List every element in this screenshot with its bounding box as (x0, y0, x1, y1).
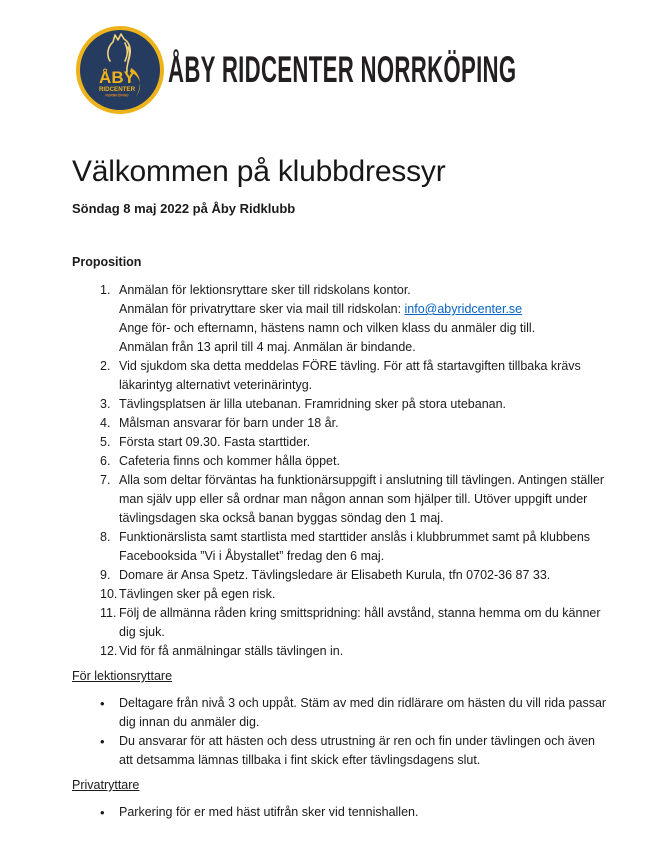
logo-text-ridcenter: RIDCENTER (98, 86, 136, 93)
page-title: Välkommen på klubbdressyr (72, 155, 446, 188)
list-item-number: 10. (100, 587, 118, 601)
club-logo-graphic (74, 24, 166, 116)
list-item (72, 414, 612, 433)
list-item-text: Domare är Ansa Spetz. Tävlingsledare är Elisabeth Kurula, tfn 0702-36 87 33. (119, 568, 551, 582)
list-item-text: Vid sjukdom ska detta meddelas FÖRE tävling. För att få startavgiften tillbaka krävs läkarintyg alternativt veterinärintyg. (119, 359, 581, 392)
list-item-line: Anmälan för lektionsryttare sker till ridskolans kontor. (119, 283, 411, 297)
list-item-text: Första start 09.30. Fasta starttider. (119, 435, 311, 449)
section-heading-privatryttare: Privatryttare (72, 778, 140, 792)
list-item (72, 281, 612, 357)
list-item (72, 566, 612, 585)
list-item (72, 433, 612, 452)
bullet-item (72, 803, 612, 823)
list-item-line (119, 300, 612, 319)
bullet-icon (100, 732, 119, 770)
logo-text-aby: ÅBY (99, 68, 135, 87)
masthead (74, 24, 666, 116)
event-subtitle: Söndag 8 maj 2022 på Åby Ridklubb (72, 201, 296, 216)
list-item-number: 6. (100, 454, 111, 468)
list-item-number: 3. (100, 397, 111, 411)
list-item-line: Anmälan från 13 april till 4 maj. Anmälan är bindande. (119, 340, 416, 354)
list-item-text: Alla som deltar förväntas ha funktionärsuppgift i anslutning till tävlingen. Antingen ställer man själv upp eller så ordnar man någon annan som hjälper till. Utöver uppgift under tävlingsdagen ska också banan byggas söndag den 1 maj. (119, 473, 605, 525)
list-item (72, 604, 612, 642)
list-item (72, 528, 612, 566)
list-item-line-prefix: Anmälan för privatryttare sker via mail till ridskolan: (119, 302, 405, 316)
bullet-list (72, 803, 612, 823)
list-item-number: 8. (100, 530, 111, 544)
list-item-text: Vid för få anmälningar ställs tävlingen in. (119, 644, 344, 658)
bullet-text: Parkering för er med häst utifrån sker vid tennishallen. (119, 805, 419, 819)
list-item-line: Ange för- och efternamn, hästens namn och vilken klass du anmäler dig till. (119, 321, 536, 335)
bullet-icon (100, 803, 119, 823)
list-item (72, 642, 612, 661)
list-item-text: Funktionärslista samt startlista med starttider anslås i klubbrummet samt på klubbens Facebooksida ”Vi i Åbystallet” fredag den 6 maj. (119, 530, 591, 563)
bullet-list (72, 694, 612, 770)
list-item (72, 357, 612, 395)
list-item (72, 395, 612, 414)
list-item-text (119, 281, 612, 357)
list-item-number: 5. (100, 435, 111, 449)
list-item-text: Tävlingsplatsen är lilla utebanan. Framridning sker på stora utebanan. (119, 397, 507, 411)
bullet-text: Du ansvarar för att hästen och dess utrustning är ren och fin under tävlingen och även att detsamma lämnas tillbaka i fint skick efter tävlingsdagens slut. (119, 734, 595, 767)
list-item-number: 9. (100, 568, 111, 582)
bullet-item (72, 732, 612, 770)
bullet-item (72, 694, 612, 732)
club-logo (74, 24, 166, 116)
list-item-number: 2. (100, 359, 111, 373)
brand-title: ÅBY RIDCENTER NORRKÖPING (168, 49, 517, 90)
list-item-text: Cafeteria finns och kommer hålla öppet. (119, 454, 340, 468)
list-item-number: 1. (100, 283, 111, 297)
section-heading-lektionsryttare: För lektionsryttare (72, 669, 173, 683)
list-item-text: Tävlingen sker på egen risk. (119, 587, 276, 601)
list-item-number: 7. (100, 473, 111, 487)
list-item (72, 471, 612, 528)
logo-text-norrkoping: NORRKÖPING (105, 93, 129, 98)
list-item (72, 452, 612, 471)
list-item (72, 585, 612, 604)
list-item-number: 4. (100, 416, 111, 430)
email-link[interactable]: info@abyridcenter.se (404, 302, 523, 316)
list-item-number: 11. (100, 606, 117, 620)
list-item-text: Följ de allmänna råden kring smittspridning: håll avstånd, stanna hemma om du känner dig sjuk. (119, 606, 601, 639)
document-body (72, 153, 612, 827)
bullet-icon (100, 694, 119, 732)
list-item-number: 12. (100, 644, 118, 658)
list-item-text: Målsman ansvarar för barn under 18 år. (119, 416, 339, 430)
bullet-text: Deltagare från nivå 3 och uppåt. Stäm av med din ridlärare om hästen du vill rida passar dig innan du anmäler dig. (119, 696, 607, 729)
proposition-list (72, 281, 612, 661)
proposition-heading: Proposition (72, 255, 142, 269)
